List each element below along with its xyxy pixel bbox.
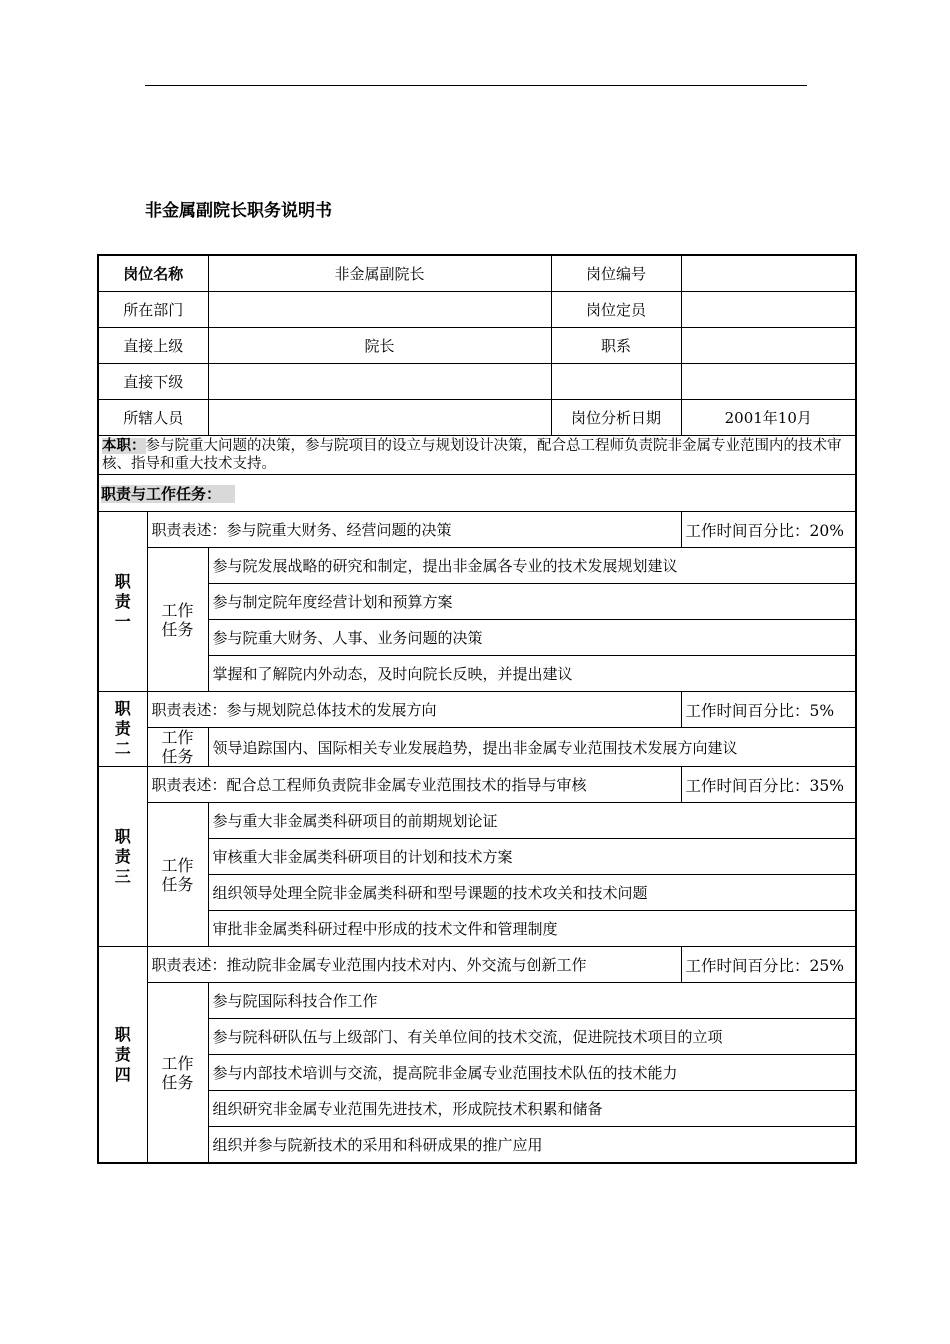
analysis-date-value: 2001年10月 (681, 400, 856, 436)
work-task-label (147, 803, 208, 947)
task-item: 参与重大非金属类科研项目的前期规划论证 (208, 803, 856, 839)
task-item: 参与院发展战略的研究和制定，提出非金属各专业的技术发展规划建议 (208, 548, 856, 584)
duties-header-row (98, 475, 856, 512)
superior-value: 院长 (208, 328, 551, 364)
info-row-dept (98, 292, 856, 328)
duty-time-percentage: 工作时间百分比：25% (681, 947, 856, 983)
staff-label: 所辖人员 (98, 400, 208, 436)
duty-desc-row (98, 947, 856, 983)
info-row-superior (98, 328, 856, 364)
task-row (98, 983, 856, 1019)
duty-label-char: 责 (114, 846, 131, 866)
task-item: 组织领导处理全院非金属类科研和型号课题的技术攻关和技术问题 (208, 875, 856, 911)
duty-description: 职责表述：参与规划院总体技术的发展方向 (147, 692, 681, 728)
task-row (98, 656, 856, 692)
post-name-label: 岗位名称 (98, 255, 208, 292)
summary-row (98, 436, 856, 475)
task-item: 参与内部技术培训与交流，提高院非金属专业范围技术队伍的技术能力 (208, 1055, 856, 1091)
info-row-staff (98, 400, 856, 436)
post-no-value (681, 255, 856, 292)
superior-label: 直接上级 (98, 328, 208, 364)
task-item: 组织研究非金属专业范围先进技术，形成院技术积累和储备 (208, 1091, 856, 1127)
info-row-subordinate (98, 364, 856, 400)
task-row (98, 1091, 856, 1127)
task-item: 参与院国际科技合作工作 (208, 983, 856, 1019)
work-task-label (147, 983, 208, 1164)
duties-section-header: 职责与工作任务： (98, 475, 856, 512)
task-item: 领导追踪国内、国际相关专业发展趋势，提出非金属专业范围技术发展方向建议 (208, 728, 856, 767)
work-task-label (147, 728, 208, 767)
work-task-label-text: 工作 (161, 1053, 194, 1073)
task-row (98, 548, 856, 584)
duty-desc-row (98, 767, 856, 803)
subordinate-label: 直接下级 (98, 364, 208, 400)
job-summary (98, 436, 856, 475)
task-item: 参与制定院年度经营计划和预算方案 (208, 584, 856, 620)
duty-desc-row (98, 512, 856, 548)
duty-label-char: 职 (114, 571, 131, 591)
duty-time-percentage: 工作时间百分比：5% (681, 692, 856, 728)
duty-label (98, 767, 147, 947)
headcount-label: 岗位定员 (551, 292, 681, 328)
duty-desc-row (98, 692, 856, 728)
task-row (98, 1055, 856, 1091)
subordinate-value (208, 364, 551, 400)
work-task-label-text: 工作 (161, 855, 194, 875)
duty-label-char: 一 (114, 611, 131, 631)
work-task-label-text: 任务 (161, 1072, 194, 1092)
duty-label-char: 责 (114, 719, 131, 738)
post-name-value: 非金属副院长 (208, 255, 551, 292)
dept-value (208, 292, 551, 328)
work-task-label-text: 工作 (161, 600, 194, 620)
series-value (681, 328, 856, 364)
duty-label-char: 职 (114, 1024, 131, 1044)
task-row (98, 1019, 856, 1055)
task-row (98, 839, 856, 875)
duty-label-char: 二 (114, 739, 131, 758)
task-row (98, 728, 856, 767)
analysis-date-label: 岗位分析日期 (551, 400, 681, 436)
duty-description: 职责表述：推动院非金属专业范围内技术对内、外交流与创新工作 (147, 947, 681, 983)
duty-label-char: 三 (114, 866, 131, 886)
task-item: 掌握和了解院内外动态，及时向院长反映，并提出建议 (208, 656, 856, 692)
task-item: 组织并参与院新技术的采用和科研成果的推广应用 (208, 1127, 856, 1164)
headcount-value (681, 292, 856, 328)
duty-label-char: 责 (114, 591, 131, 611)
document-title: 非金属副院长职务说明书 (145, 201, 332, 221)
task-item: 审核重大非金属类科研项目的计划和技术方案 (208, 839, 856, 875)
duty-label (98, 692, 147, 767)
duty-label-char: 职 (114, 699, 131, 718)
work-task-label-text: 任务 (161, 619, 194, 639)
duty-description: 职责表述：参与院重大财务、经营问题的决策 (147, 512, 681, 548)
post-no-label: 岗位编号 (551, 255, 681, 292)
header-rule (145, 85, 807, 86)
duty-time-percentage: 工作时间百分比：20% (681, 512, 856, 548)
work-task-label-text: 工作 (161, 728, 194, 747)
dept-label: 所在部门 (98, 292, 208, 328)
staff-value (208, 400, 551, 436)
task-row (98, 911, 856, 947)
duty-label-char: 责 (114, 1044, 131, 1064)
series-label: 职系 (551, 328, 681, 364)
work-task-label-text: 任务 (161, 747, 194, 766)
duty-time-percentage: 工作时间百分比：35% (681, 767, 856, 803)
work-task-label (147, 548, 208, 692)
task-row (98, 875, 856, 911)
duty-label (98, 512, 147, 692)
duties-body (98, 512, 856, 1164)
task-row (98, 803, 856, 839)
duty-description: 职责表述：配合总工程师负责院非金属专业范围技术的指导与审核 (147, 767, 681, 803)
info-row-post-name (98, 255, 856, 292)
task-item: 参与院科研队伍与上级部门、有关单位间的技术交流，促进院技术项目的立项 (208, 1019, 856, 1055)
blank-cell (551, 364, 681, 400)
task-row (98, 620, 856, 656)
duty-label-char: 职 (114, 826, 131, 846)
task-item: 参与院重大财务、人事、业务问题的决策 (208, 620, 856, 656)
task-row (98, 584, 856, 620)
duty-label-char: 四 (114, 1064, 131, 1084)
job-description-table (97, 254, 857, 1164)
duty-label (98, 947, 147, 1164)
summary-label: 本职： (102, 438, 146, 454)
work-task-label-text: 任务 (161, 874, 194, 894)
blank-cell (681, 364, 856, 400)
summary-text: 参与院重大问题的决策，参与院项目的设立与规划设计决策，配合总工程师负责院非金属专业范围内的技术审核、指导和重大技术支持。 (102, 438, 842, 472)
task-row (98, 1127, 856, 1164)
task-item: 审批非金属类科研过程中形成的技术文件和管理制度 (208, 911, 856, 947)
